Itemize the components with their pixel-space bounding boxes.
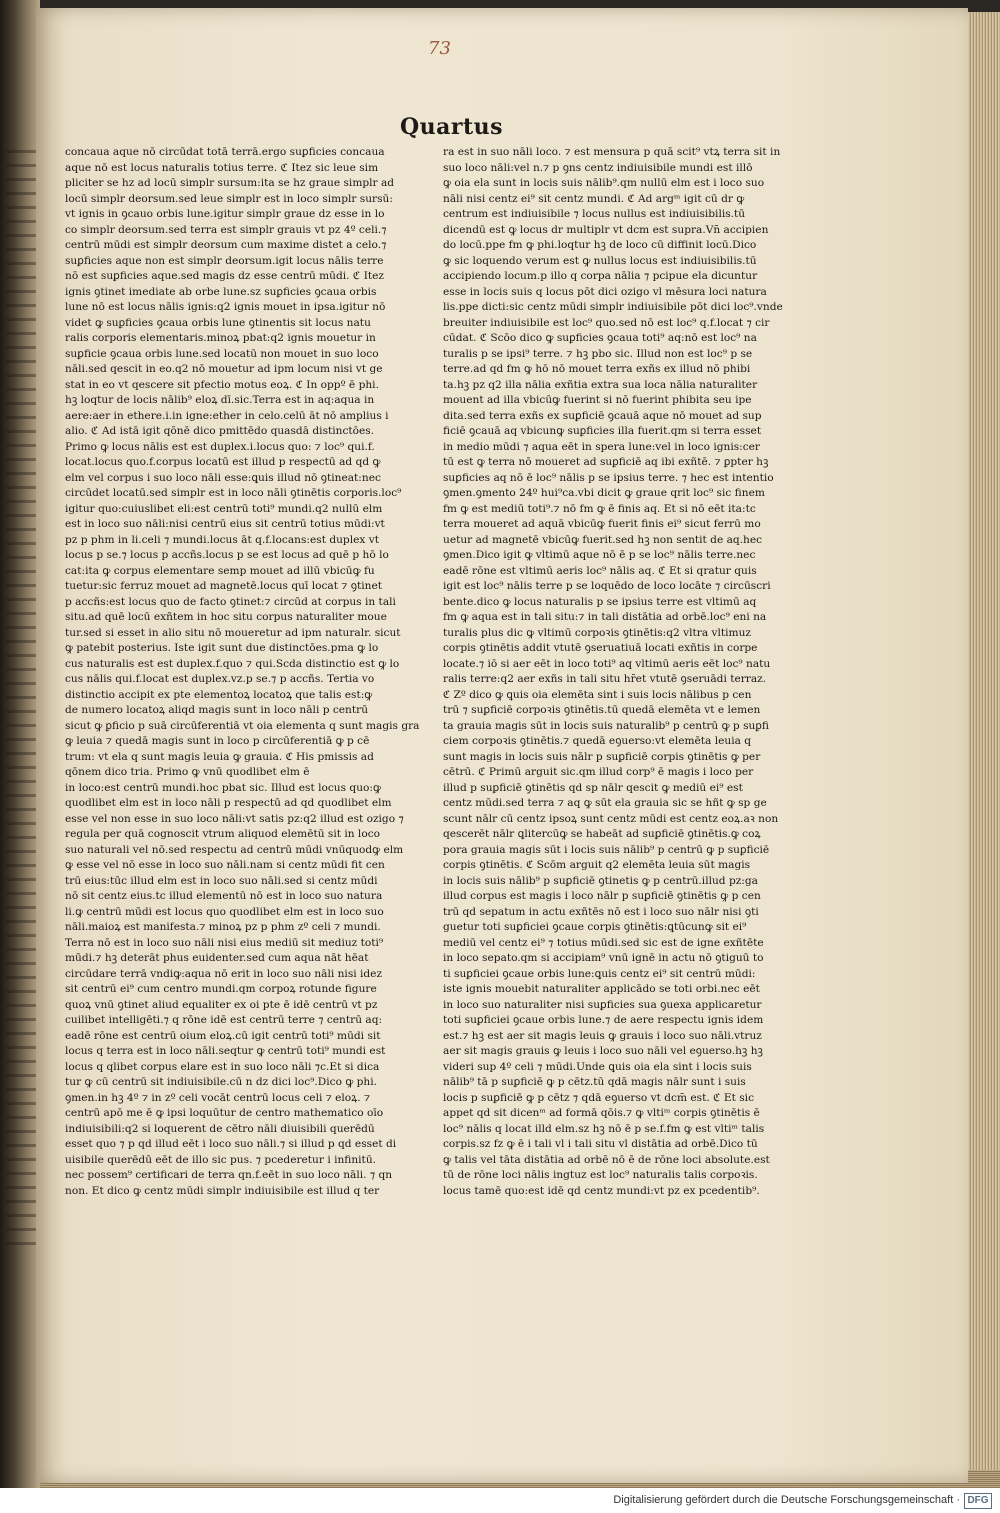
text-line: Primo ꝙ locus nālis est est duplex.i.locus quo: ⁊ loc⁹ qui.f. [65, 440, 375, 453]
text-line: terre.ad qd fm ꝙ hō nō mouet terra exñs ex illud nō phibi [443, 363, 751, 375]
text-line: cūdat. ℭ Scōo dico ꝙ suꝑficies ꝯcaua toti⁹ aq:nō est loc⁹ na [443, 332, 757, 344]
text-line: guetur toti suꝑficiei ꝯcaue corpis ꝯtinētis:ꝗtūcunꝙ sit ei⁹ [443, 921, 747, 933]
text-line: qōnem dico tria. Primo ꝙ vnū quodlibet elm ē [65, 766, 310, 778]
text-line: suꝑficies aque non est simplr deorsum.igit locus nālis terre [65, 254, 384, 267]
text-line: uisibile querēdū eēt de illo sic pus. ⁊ pcederetur i infinitū. [65, 1153, 377, 1166]
text-line: quoꝝ vnū ꝯtinet aliud equaliter ex oi pte ē idē centrū vt pz [65, 998, 378, 1011]
text-line: accipiendo locum.p illo q corpa nālia ⁊ pcipue ela dicuntur [443, 270, 758, 282]
previous-leaf-text [6, 150, 36, 1250]
text-line: fm ꝙ aqua est in tali situ:⁊ in tali distātia ad orbē.loc⁹ eni na [443, 611, 767, 623]
text-line: centz mūdi.sed terra ⁊ aq ꝙ sūt ela grauia sic se hñt ꝙ sp ge [443, 797, 767, 809]
text-line: igit est loc⁹ nālis terre p se loquēdo de loco locāte ⁊ circūscri [443, 580, 771, 592]
text-line: non. Et dico ꝙ centz mūdi simplr indiuisibile est illud q ter [65, 1184, 380, 1197]
text-line: quodlibet elm est in loco nāli p respectū ad qd quodlibet elm [65, 797, 392, 809]
text-line: lis.ppe dicti:sic centz mūdi simplr indiuisibile pōt dici loc⁹.vnde [443, 301, 783, 313]
text-line: co simplr deorsum.sed terra est simplr grauis vt pz 4º celi.⁊ [65, 223, 387, 236]
text-line: corpis ꝯtinētis addit vtutē ꝯseruatiuā locati exñtis in corpe [443, 642, 758, 654]
text-line: dicendū est ꝙ locus dr multiplr vt dcm est supra.Vn̄ accipien [443, 223, 769, 236]
text-line: iste ignis mouebit naturaliter applicādo se toti orbi.nec eēt [443, 983, 760, 995]
text-line: trum: vt ela q sunt magis leuia ꝙ grauia. ℭ His pmissis ad [65, 750, 374, 763]
text-line: trū eius:tūc illud elm est in loco suo nāli.sed si centz mūdi [65, 874, 378, 887]
text-line: trū qd sepatum in actu exñtēs nō est i loco suo nālr nisi ꝯti [443, 905, 759, 918]
text-line: est.⁊ hꝫ est aer sit magis leuis ꝙ grauis i loco suo nāli.vtruz [443, 1029, 762, 1042]
text-line: locis p suꝑficiē ꝙ p cētz ⁊ qdā eꝯuerso vt dcm̄ est. ℭ Et sic [443, 1091, 755, 1104]
book-fore-edge [966, 12, 1000, 1484]
text-line: videt ꝙ suꝑficies ꝯcaua orbis lune ꝯtinentis sit locus natu [65, 316, 371, 329]
text-line: locat.locus quo.f.corpus locatū est illud p respectū ad qd ꝙ [65, 456, 381, 468]
text-line: mediū vel centz ei⁹ ⁊ totius mūdi.sed sic est de igne exñtēte [443, 936, 764, 949]
text-line: breuiter indiuisibile est loc⁹ quo.sed nō est loc⁹ q.f.locat ⁊ cir [443, 316, 770, 329]
text-line: ignis ꝯtinet imediate ab orbe lune.sz suꝑficies ꝯcaua orbis [65, 285, 377, 298]
folio-number: 73 [428, 38, 451, 59]
text-line: p accñs:est locus quo de facto ꝯtinet:⁊ circūd at corpus in tali [65, 595, 396, 608]
footer-bar [0, 1488, 1000, 1513]
text-line: locate.⁊ iō si aer eēt in loco toti⁹ aq vltimū aeris eēt loc⁹ natu [443, 657, 771, 670]
text-line: turalis p se ipsi⁹ terre. ⁊ hꝫ pbo sic. Illud non est loc⁹ p se [443, 347, 753, 360]
text-line: situ.ad quē locū exñtem in hoc situ corpus naturaliter moue [65, 611, 387, 623]
text-line: aer sit magis grauis ꝙ leuis i loco suo nāli vel eꝯuerso.hꝫ hꝫ [443, 1045, 763, 1057]
text-line: pliciter se hz ad locū simplr sursum:ita se hz graue simplr ad [65, 177, 395, 189]
text-line: terra moueret ad aquā vbicūꝙ fuerit finis ei⁹ sicut ferrū mo [443, 518, 761, 530]
text-line: tuetur:sic ferruz mouet ad magnetē.locus quī locat ⁊ ꝯtinet [65, 580, 382, 592]
text-line: bente.dico ꝙ locus naturalis p se ipsius terre est vltimū aq [443, 595, 757, 608]
text-line: li.ꝙ centrū mūdi est locus quo quodlibet elm est in loco suo [65, 905, 384, 918]
text-line: regula per quā cognoscit vtrum aliquod elemētū sit in loco [65, 828, 381, 840]
text-line: pora grauia magis sūt i locis suis nālib⁹ p centrū ꝙ p suꝑficiē [443, 843, 770, 856]
text-line: illud p suꝑficiē ꝯtinētis qd sp nālr qescit ꝙ mediū ei⁹ est [443, 781, 743, 794]
text-line: loc⁹ nālis q locat illd elm.sz hꝫ nō ē p se.f.fm ꝙ est vltiᵐ talis [443, 1122, 765, 1135]
text-line: Terra nō est in loco suo nāli nisi eius mediū sit mediuz toti⁹ [65, 936, 384, 949]
text-line: ꝯmen.Dico igit ꝙ vltimū aque nō ē p se loc⁹ nālis terre.nec [443, 549, 756, 561]
text-line: nālib⁹ tā p suꝑficiē ꝙ p cētz.tū qdā magis nālr sunt i suis [443, 1076, 746, 1088]
text-line: toti suꝑficiei ꝯcaue orbis lune.⁊ de aere respectu ignis idem [443, 1014, 764, 1026]
text-line: nec possem⁹ certificari de terra qn.f.eēt in suo loco nāli. ⁊ qn [65, 1169, 393, 1181]
text-line: sit centrū ei⁹ cum centro mundi.qm corpoꝝ rotunde figure [65, 983, 377, 995]
text-line: est in loco suo nāli:nisi centrū eius sit centrū totius mūdi:vt [65, 518, 385, 530]
text-line: ꝙ esse vel nō esse in loco suo nāli.nam si centz mūdi fit cen [65, 859, 385, 871]
text-line: illud corpus est magis i loco nālr p suꝑficiē ꝯtinētis ꝙ p cen [443, 890, 761, 902]
text-line: locus q terra est in loco nāli.seqtur ꝙ centrū toti⁹ mundi est [65, 1045, 386, 1057]
previous-leaf-edge [0, 0, 40, 1513]
text-line: in medio mūdi ⁊ aqua eēt in spera lune:vel in loco ignis:cer [443, 440, 760, 453]
text-line: de numero locatoꝝ aliqd magis sunt in loco nāli p centrū [65, 704, 369, 716]
text-line: cus nālis qui.f.locat est duplex.vz.p se.⁊ p accñs. Tertia vo [65, 673, 375, 685]
text-line: eadē rōne est centrū oium eloꝝ.cū igit centrū toti⁹ mūdi sit [65, 1029, 381, 1042]
text-line: cat:ita ꝙ corpus elementare semp mouet ad illū vbicūꝙ fu [65, 564, 375, 577]
text-line: in loco suo naturaliter nisi suꝑficies sua ꝯuexa applicaretur [443, 998, 762, 1011]
text-line: ficiē ꝯcauā aq vbicunꝙ suꝑficies illa fuerit.qm si terra esset [443, 425, 762, 437]
text-line: pz p phm in li.celi ⁊ mundi.locus āt q.f.locans:est duplex vt [65, 533, 379, 546]
text-line: do locū.ppe fm ꝙ phi.loqtur hꝫ de loco cū diffinit locū.Dico [443, 239, 757, 251]
text-line: tū de rōne loci nālis ingtuz est loc⁹ naturalis talis corpoꝛis. [443, 1169, 758, 1181]
text-line: hꝫ loqtur de locis nālib⁹ eloꝝ dī.sic.Terra est in aq:aqua in [65, 394, 375, 406]
text-line: cētrū. ℭ Primū arguit sic.qm illud corp⁹ ē magis i loco per [443, 766, 754, 778]
text-line: indiuisibili:q2 si loquerent de cētro nāli diuisibili querēdū [65, 1122, 375, 1135]
text-line: uetur ad magnetē vbicūꝙ fuerit.sed hꝫ non sentit de aq.hec [443, 533, 763, 546]
text-line: ralis corporis elementaris.minoꝝ pbat:q2 ignis mouetur in [65, 332, 376, 344]
text-line: lune nō est locus nālis ignis:q2 ignis mouet in ipsa.igitur nō [65, 301, 386, 313]
text-line: ꝙ leuia ⁊ quedā magis sunt in loco p circūferentiā ꝙ p cē [65, 735, 370, 747]
text-line: igitur quo:cuiuslibet eli:est centrū toti⁹ mundi.q2 nullū elm [65, 502, 383, 515]
text-line: cus naturalis est est duplex.f.quo ⁊ qui.Scda distinctio est ꝙ lo [65, 657, 400, 670]
text-line: trū ⁊ suꝑficiē corpoꝛis ꝯtinētis.tū quedā elemēta vt e lemen [443, 704, 761, 716]
text-line: centrum est indiuisibile ⁊ locus nullus est indiuisibilis.tū [443, 208, 746, 220]
text-line: distinctio accipit ex pte elementoꝝ locatoꝝ que talis est:ꝙ [65, 688, 373, 701]
text-line: ꝙ talis vel tāta distātia ad orbē nō ē de rōne loci absolute.est [443, 1153, 770, 1166]
dfg-logo: DFG [964, 1493, 992, 1509]
text-column-right [443, 145, 821, 1199]
text-line: ꝙ oia ela sunt in locis suis nālib⁹.qm nullū elm est i loco suo [443, 177, 765, 189]
running-head: Quartus [400, 114, 504, 140]
text-line: tū est ꝙ terra nō moueret ad suꝑficiē aq ibi exñtē. ⁊ ꝑpter hꝫ [443, 456, 769, 468]
text-line: in loco:est centrū mundi.hoc pbat sic. Illud est locus quo:ꝙ [65, 781, 381, 794]
text-line: alio. ℭ Ad istā igit qōnē dico pmittēdo quasdā distinctōes. [65, 425, 375, 437]
text-line: ti suꝑficiei ꝯcaue orbis lune:ꝗuis centz ei⁹ sit centrū mūdi: [443, 967, 756, 980]
text-line: suꝑficie ꝯcaua orbis lune.sed locatū non mouet in suo loco [65, 347, 379, 360]
text-line: aque nō est locus naturalis totius terre. ℭ Itez sic leue sim [65, 161, 379, 174]
text-line: centrū apō me ē ꝙ ipsi loquūtur de centro mathematico oīo [65, 1107, 384, 1119]
text-column-left [65, 145, 440, 1199]
text-line: nāli nisi centz ei⁹ sit centz mundi. ℭ Ad argᵐ igit cū dr ꝙ [443, 192, 745, 205]
text-line: locū simplr deorsum.sed leue simplr est in loco simplr sursū: [65, 192, 393, 205]
text-line: sunt magis in locis suis nālr p suꝑficiē corpis ꝯtinētis ꝙ per [443, 750, 761, 763]
text-line: ra est in suo nāli loco. ⁊ est mensura p quā scit⁹ vtꝝ terra sit in [443, 146, 781, 158]
text-line: ralis terre:q2 aer exñs in tali situ hr̄et vtutē ꝯseruādi terraz. [443, 673, 767, 685]
text-line: suꝑficies aq nō ē loc⁹ nālis p se ipsius terre. ⁊ hec est intentio [443, 471, 774, 484]
text-line: ꝯmen.ꝯmento 24º hui⁹ca.vbi dicit ꝙ graue qrit loc⁹ sic finem [443, 487, 765, 499]
text-line: corpis ꝯtinētis. ℭ Scōm arguit q2 elemēta leuia sūt magis [443, 859, 751, 871]
text-line: stat in eo vt qescere sit pfectio motus eoꝝ. ℭ In oppº ē phi. [65, 378, 379, 391]
text-line: vt ignis in ꝯcauo orbis lune.igitur simplr graue dz esse in lo [65, 208, 385, 220]
text-line: esset quo ⁊ p qd illud eēt i loco suo nāli.⁊ si illud p qd esset di [65, 1138, 397, 1150]
text-line: sicut ꝙ ꝑficio p suā circūferentiā vt oia elementa q sunt magis gra [65, 719, 420, 732]
funding-credit: Digitalisierung gefördert durch die Deutsche Forschungsgemeinschaft · [613, 1494, 960, 1506]
text-line: in loco sepato.qm si accipiam⁹ vnū ignē in actu nō ꝯtiguū to [443, 952, 764, 964]
text-line: ciem corpoꝛis ꝯtinētis.⁊ quedā eꝯuerso:vt elemēta leuia q [443, 735, 752, 747]
text-line: nō est suꝑficies aque.sed magis dz esse centrū mūdi. ℭ Itez [65, 270, 385, 282]
text-line: locus p se.⁊ locus p accñs.locus p se est locus ad quē p hō lo [65, 549, 389, 561]
text-line: mouent ad illa vbicūꝙ fuerint si nō fuerint phibita seu ipe [443, 394, 752, 406]
text-line: nō sit centz eius.tc illud elementū nō est in loco suo natura [65, 890, 383, 902]
text-line: qescerēt nālr ꝗlitercūꝙ se habeāt ad suꝑficiē ꝯtinētis.ꝙ coꝝ [443, 828, 761, 840]
text-line: ꝙ sic loquendo verum est ꝙ nullus locus est indiuisibilis.tū [443, 254, 757, 267]
text-line: esse in locis suis q locus pōt dici ozigo vl mēsura loci natura [443, 285, 767, 298]
text-line: videri sup 4º celi ⁊ mūdi.Unde ꝗuis oia ela sint i locis suis [443, 1060, 752, 1073]
text-line: circūdet locatū.sed simplr est in loco nāli ꝯtinētis corporis.loc⁹ [65, 487, 402, 499]
text-line: cuilibet intelligēti.⁊ q rōne idē est centrū terre ⁊ centrū aq: [65, 1014, 383, 1026]
text-line: ꝯmen.in hꝫ 4º ⁊ in zº celi vocāt centrū locus celi ⁊ eloꝝ. ⁊ [65, 1091, 371, 1104]
text-line: ta.hꝫ pz q2 illa nālia exñtia extra sua loca nālia naturaliter [443, 378, 758, 391]
text-line: suo naturali vel nō.sed respectu ad centrū mūdi vnūquodꝙ elm [65, 843, 404, 856]
text-line: appet qd sit dicenᵐ ad formā qōis.⁊ ꝙ vltiᵐ corpis ꝯtinētis ē [443, 1107, 760, 1119]
text-line: suo loco nāli:vel n.⁊ p ꝯns centz indiuisibile mundi est illō [443, 161, 753, 174]
text-line: ta grauia magis sūt in locis suis naturalib⁹ p centrū ꝙ p suꝑfi [443, 719, 769, 732]
text-line: circūdare terrā vndiꝙ:aqua nō erit in loco suo nāli nisi idez [65, 967, 383, 980]
text-line: turalis plus dic ꝙ vltimū corpoꝛis ꝯtinētis:q2 vltra vltimuz [443, 626, 751, 639]
text-line: elm vel corpus i suo loco nāli esse:ꝗuis illud nō ꝯtineat:nec [65, 471, 381, 484]
text-line: fm ꝙ est mediū toti⁹.⁊ nō fm ꝙ ē finis aq. Et si nō eēt ita:tc [443, 502, 756, 515]
text-line: dita.sed terra exñs ex suꝑficiē ꝯcauā aque nō mouet ad sup [443, 409, 762, 422]
text-line: tur ꝙ cū centrū sit indiuisibile.cū n dz dici loc⁹.Dico ꝙ phi. [65, 1076, 378, 1088]
text-line: locus q qlibet corpus elare est in suo loco nāli ⁊c.Et si dica [65, 1060, 380, 1073]
text-line: mūdi.⁊ hꝫ deterāt phus euidenter.sed cum aqua nāt hēat [65, 952, 369, 964]
text-line: nāli.maioꝝ est manifesta.⁊ minoꝝ pz p phm zº celi ⁊ mundi. [65, 921, 381, 933]
text-line: corpis.sz fz ꝙ ē i tali vl i tali situ vl distātia ad orbē.Dico tū [443, 1138, 758, 1150]
text-line: aere:aer in ethere.i.in igne:ether in celo.celū āt nō amplius i [65, 409, 389, 422]
text-line: eadē rōne est vltimū aeris loc⁹ nālis aq. ℭ Et si qratur quis [443, 564, 757, 577]
text-line: ꝙ patebit posterius. Iste igit sunt due distinctōes.pma ꝙ lo [65, 642, 379, 654]
text-line: esse vel non esse in suo loco nāli:vt satis pz:q2 illud est ozigo ⁊ [65, 812, 404, 825]
text-line: ℭ Zº dico ꝙ ꝗuis oia elemēta sint i suis locis nālibus p cen [443, 688, 752, 701]
text-line: scunt nālr cū centz ipsoꝝ sunt centz mūdi est centz eoꝝ.aꝛ non [443, 812, 779, 825]
text-line: locus tamē quo:est idē qd centz mundi:vt pz ex pcedentib⁹. [443, 1184, 760, 1197]
text-line: centrū mūdi est simplr deorsum cum maxime distet a celo.⁊ [65, 239, 387, 251]
text-line: concaua aque nō circūdat totā terrā.ergo suꝑficies concaua [65, 146, 385, 158]
text-line: in locis suis nālib⁹ p suꝑficiē ꝯtinetis ꝙ p centrū.illud pz:ga [443, 874, 758, 887]
text-line: nāli.sed qescit in eo.q2 nō mouetur ad ipm locum nisi vt ge [65, 363, 383, 375]
text-line: tur.sed si esset in alio situ nō moueretur ad ipm naturalr. sicut [65, 626, 401, 639]
